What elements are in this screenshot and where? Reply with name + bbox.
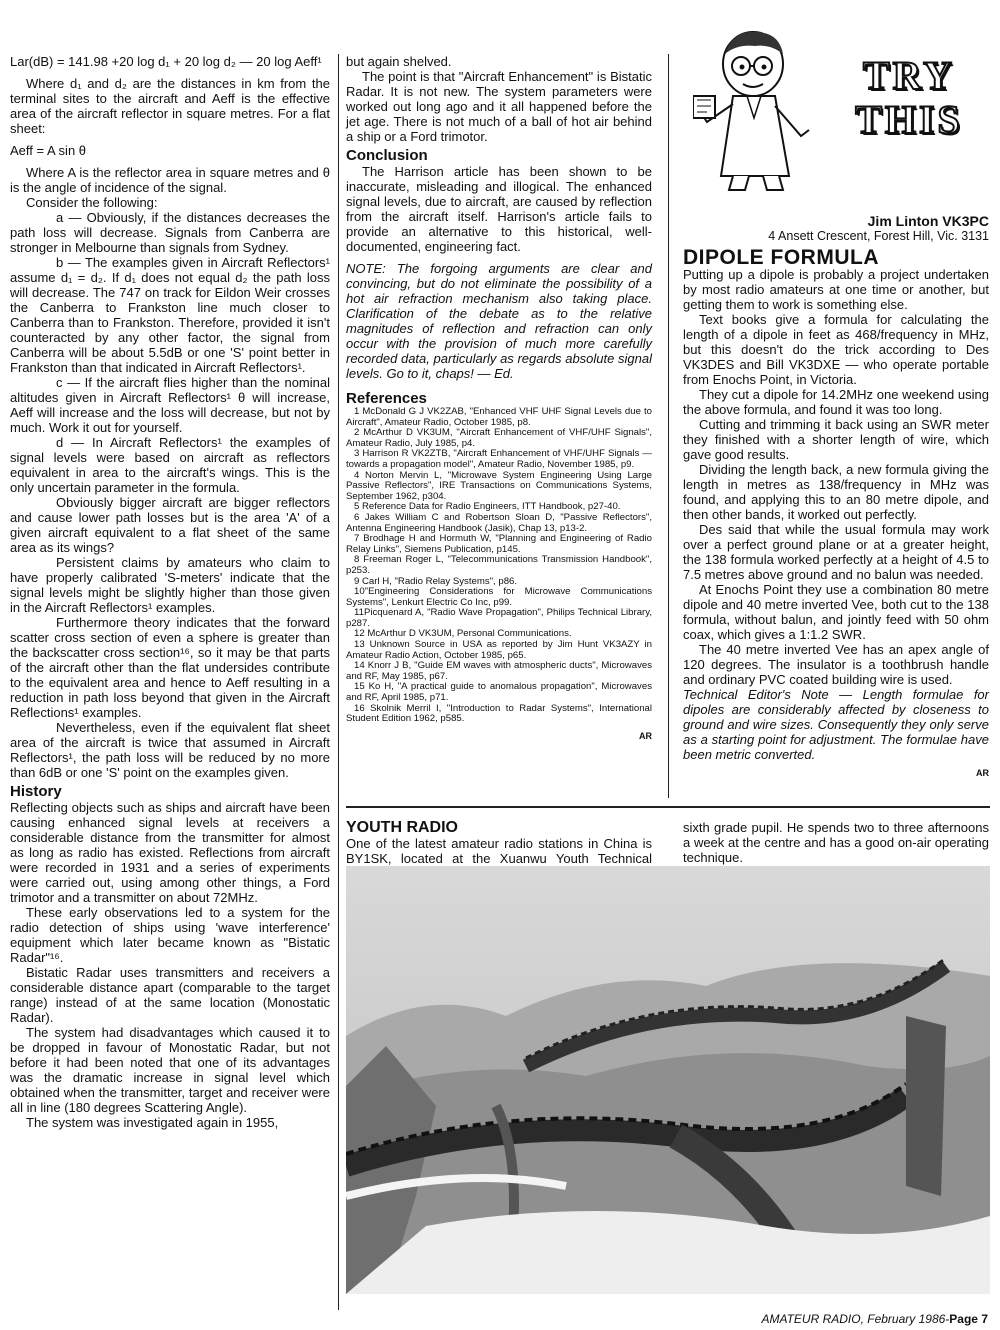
- page-footer: [761, 1312, 988, 1326]
- reference-item: 9 Carl H, "Radio Relay Systems", p86.: [354, 575, 518, 587]
- youth-radio-heading: YOUTH RADIO: [346, 819, 458, 836]
- great-wall-photo: [346, 866, 990, 1294]
- paragraph: Persistent claims by amateurs who claim to have properly calibrated 'S-meters' indicate that the signal levels might be slightly higher than those given in the Aircraft Reflectors¹ examples.: [10, 555, 330, 615]
- paragraph: The system was investigated again in 1955,: [26, 1115, 279, 1130]
- paragraph: Consider the following:: [26, 195, 158, 210]
- paragraph: They cut a dipole for 14.2MHz one weekend using the above formula, and found it was too long.: [683, 387, 989, 417]
- reference-item: 2 McArthur D VK3UM, "Aircraft Enhancement of VHF/UHF Signals", Amateur Radio, July 1985, p4.: [346, 427, 652, 449]
- try-title-line: TRY: [862, 53, 956, 98]
- paragraph: d — In Aircraft Reflectors¹ the examples of signal levels were based on aircraft as reflectors equivalent in area to the aircraft's wings. This is the only uncertain parameter in the formula.: [10, 435, 330, 495]
- reference-item: 15 Ko H, "A practical guide to anomalous propagation", Microwaves and RF, April 1985, p71.: [346, 681, 652, 704]
- page-number: Page 7: [949, 1312, 988, 1326]
- reference-item: 5 Reference Data for Radio Engineers, ITT Handbook, p27-40.: [354, 501, 621, 513]
- end-mark: AR: [639, 730, 652, 741]
- references-heading: References: [346, 390, 427, 407]
- paragraph: but again shelved.: [346, 54, 452, 69]
- reference-item: 4 Norton Mervin L, "Microwave System Engineering Using Large Passive Reflectors", IRE Transactions on Communications Systems, September 1962, p304.: [346, 469, 652, 502]
- reference-item: 13 Unknown Source in USA as reported by Jim Hunt VK3AZY in Amateur Radio Action, October 1985, p65.: [346, 639, 652, 661]
- paragraph: The 40 metre inverted Vee has an apex angle of 120 degrees. The insulator is a toothbrush handle and ordinary PVC coated building wire is used.: [683, 642, 989, 687]
- paragraph: Reflecting objects such as ships and aircraft have been causing enhanced signal levels at receivers a considerable distance from the transmitter for almost as long as radio has existed. Reflections from aircraft were recorded in 1931 and a series of experiments were carried out, using among other things, a Ford trimotor and a transmitter on about 72MHz.: [10, 800, 330, 905]
- paragraph: Putting up a dipole is probably a project undertaken by most radio amateurs at one time or another, but getting them to work is something else.: [683, 267, 989, 312]
- paragraph: sixth grade pupil. He spends two to three afternoons a week at the centre and has a good on-air operating technique.: [683, 820, 989, 865]
- reference-item: 14 Knorr J B, "Guide EM waves with atmospheric ducts", Microwaves and RF, May 1985, p67.: [346, 660, 652, 682]
- paragraph: At Enochs Point they use a combination 80 metre dipole and 40 metre inverted Vee, both cut to the 138 formula, without balun, and jointly feed with 50 ohm coax, which gives a 1:1.2 SWR.: [683, 582, 989, 642]
- paragraph: b — The examples given in Aircraft Reflectors¹ assume d₁ = d₂. If d₁ does not equal d₂ the path loss will decrease. The 747 on track for Eildon Weir crosses the Canberra to Frankston line much closer to Canberra than to Frankston. Therefore, provided it isn't counteracted by any other factor, the signal from Canberra will be about 5.5dB or one 'S' point better in Frankston than that indicated in Aircraft Reflectors¹.: [10, 255, 330, 375]
- conclusion-heading: Conclusion: [346, 147, 428, 164]
- reference-item: 7 Brodhage H and Hormuth W, "Planning and Engineering of Radio Relay Links", Siemens Publication, p145.: [346, 533, 652, 555]
- paragraph: Nevertheless, even if the equivalent flat sheet area of the aircraft is twice that assumed in Aircraft Reflectors¹, the path loss will be reduced by no more than 6dB or one 'S' point on the examples given.: [10, 720, 330, 780]
- try-this-banner: [683, 26, 989, 196]
- paragraph: The point is that "Aircraft Enhancement" is Bistatic Radar. It is not new. The system parameters were worked out long ago and it all happened before the jet age. There is not much of a ball of hot air behind a ship or a Ford trimotor.: [346, 69, 652, 144]
- reference-item: 6 Jakes William C and Robertson Sloan D, "Passive Reflectors", Antenna Engineering Handbook (Jasik), Chap 13, p13-2.: [346, 511, 652, 534]
- publication-name: AMATEUR RADIO, February 1986-: [761, 1312, 950, 1326]
- editor-note: NOTE: The forgoing arguments are clear and convincing, but do not eliminate the possibility of a hot air refraction mechanism also taking place. Clarification of the debate as to the relative magnitudes of reflection and refraction can only occur with the provision of much more carefully recorded data, particularly as regards absolute signal levels. Go to it, chaps! — Ed.: [346, 261, 652, 381]
- path-loss-formula: Lar(dB) = 141.98 +20 log d₁ + 20 log d₂ — 20 log Aeff¹: [10, 54, 322, 69]
- try-title-line: THIS: [855, 97, 963, 142]
- paragraph: Bistatic Radar uses transmitters and receivers a considerable distance apart (comparable to the target range) instead of at the same location (Monostatic Radar).: [10, 965, 330, 1025]
- paragraph: These early observations led to a system for the radio detection of ships using 'wave interference' equipment which later became known as "Bistatic Radar"¹⁶.: [10, 905, 330, 965]
- paragraph: Furthermore theory indicates that the forward scatter cross section of even a sphere is greater than the backscatter cross section¹⁶, so it may be that parts of the aircraft other than the flat undersides contribute to the equivalent area and hence to Aeff resulting in a reduction in path loss beyond that given in the Aircraft Reflections¹ examples.: [10, 615, 330, 720]
- column-divider: [668, 54, 669, 798]
- column-divider: [338, 54, 339, 1310]
- section-divider: [346, 806, 990, 808]
- paragraph: The system had disadvantages which caused it to be dropped in favour of Monostatic Radar, but not before it had been noted that one of its advantages was the dramatic increase in signal level which obtained when the transmitter, target and receiver were all in line (180 degrees Scattering Angle).: [10, 1025, 330, 1115]
- paragraph: Where A is the reflector area in square metres and θ is the angle of incidence of the signal.: [10, 165, 330, 195]
- reference-item: 11Picquenard A, "Radio Wave Propagation", Philips Technical Library, p287.: [346, 607, 652, 629]
- article-column-1: [10, 54, 330, 1130]
- history-heading: History: [10, 783, 62, 800]
- paragraph: One of the latest amateur radio stations in China is BY1SK, located at the Xuanwu Youth Technical: [346, 836, 652, 866]
- paragraph: Cutting and trimming it back using an SWR meter they finished with a shorter length of wire, which gave good results.: [683, 417, 989, 462]
- aeff-formula: Aeff = A sin θ: [10, 143, 87, 158]
- reference-item: 16 Skolnik Merril I, "Introduction to Radar Systems", International Student Edition 1962, p585.: [346, 702, 652, 725]
- author-name: Jim Linton VK3PC: [867, 213, 989, 229]
- try-this-column: [683, 26, 989, 781]
- great-wall-image: [346, 866, 990, 1294]
- reference-item: 3 Harrison R VK2ZTB, "Aircraft Enhancement of VHF/UHF Signals — towards a propagation model", Amateur Radio, November 1985, p9.: [346, 448, 652, 470]
- paragraph: Where d₁ and d₂ are the distances in km from the terminal sites to the aircraft and Aeff is the effective area of the aircraft reflector in square metres. For a flat sheet:: [10, 76, 330, 136]
- paragraph: Obviously bigger aircraft are bigger reflectors and cause lower path losses but is the area 'A' of a given aircraft equivalent to a flat sheet of the same area as its wings?: [10, 495, 330, 555]
- article-title: DIPOLE FORMULA: [683, 246, 879, 269]
- cartoon-scientist-icon: [693, 26, 823, 194]
- reference-item: 10"Engineering Considerations for Microwave Communications Systems", Lenkurt Electric Co Inc, p99.: [346, 586, 652, 608]
- paragraph: The Harrison article has been shown to be inaccurate, misleading and illogical. The enhanced signal levels, due to aircraft, are caused by reflection from the aircraft itself. Harrison's article fails to provide an alternative to this historical, well-documented, engineering fact.: [346, 164, 652, 254]
- try-this-title: [829, 54, 989, 142]
- reference-item: 8 Freeman Roger L, "Telecommunications Transmission Handbook", p253.: [346, 554, 652, 576]
- reference-item: 1 McDonald G J VK2ZAB, "Enhanced VHF UHF Signal Levels due to Aircraft", Amateur Radio, October 1985, p8.: [346, 406, 652, 428]
- reference-list: [346, 407, 652, 725]
- paragraph: c — If the aircraft flies higher than the nominal altitudes given in Aircraft Reflectors¹ θ will increase, Aeff will increase and the loss will decrease, but not by much. Work it out for yourself.: [10, 375, 330, 435]
- paragraph: Text books give a formula for calculating the length of a dipole in feet as 468/frequency in MHz, but this doesn't do the trick according to Des VK3DES and Bill VK3DXE — who operate portable from Enochs Point, in Victoria.: [683, 312, 989, 387]
- author-address: 4 Ansett Crescent, Forest Hill, Vic. 3131: [768, 229, 989, 243]
- reference-item: 12 McArthur D VK3UM, Personal Communications.: [354, 628, 572, 640]
- article-column-2: [346, 54, 652, 744]
- technical-editor-note: Technical Editor's Note — Length formulae for dipoles are considerably affected by closeness to ground and wire sizes. Consequently they only serve as a starting point for adjustment. The formulae have been metric converted.: [683, 687, 989, 762]
- paragraph: Des said that while the usual formula may work over a perfect ground plane or at a greater height, the 138 formula worked perfectly at a height of 4.5 to 7.5 metres above ground and no balun was needed.: [683, 522, 989, 582]
- end-mark: AR: [976, 768, 989, 778]
- paragraph: Dividing the length back, a new formula giving the length in metres as 138/frequency in MHz was found, and applying this to an 80 metre dipole, and then other bands, it worked out perfectly.: [683, 462, 989, 522]
- paragraph: a — Obviously, if the distances decreases the path loss will decrease. Signals from Canberra are stronger in Melbourne than signals from Sydney.: [10, 210, 330, 255]
